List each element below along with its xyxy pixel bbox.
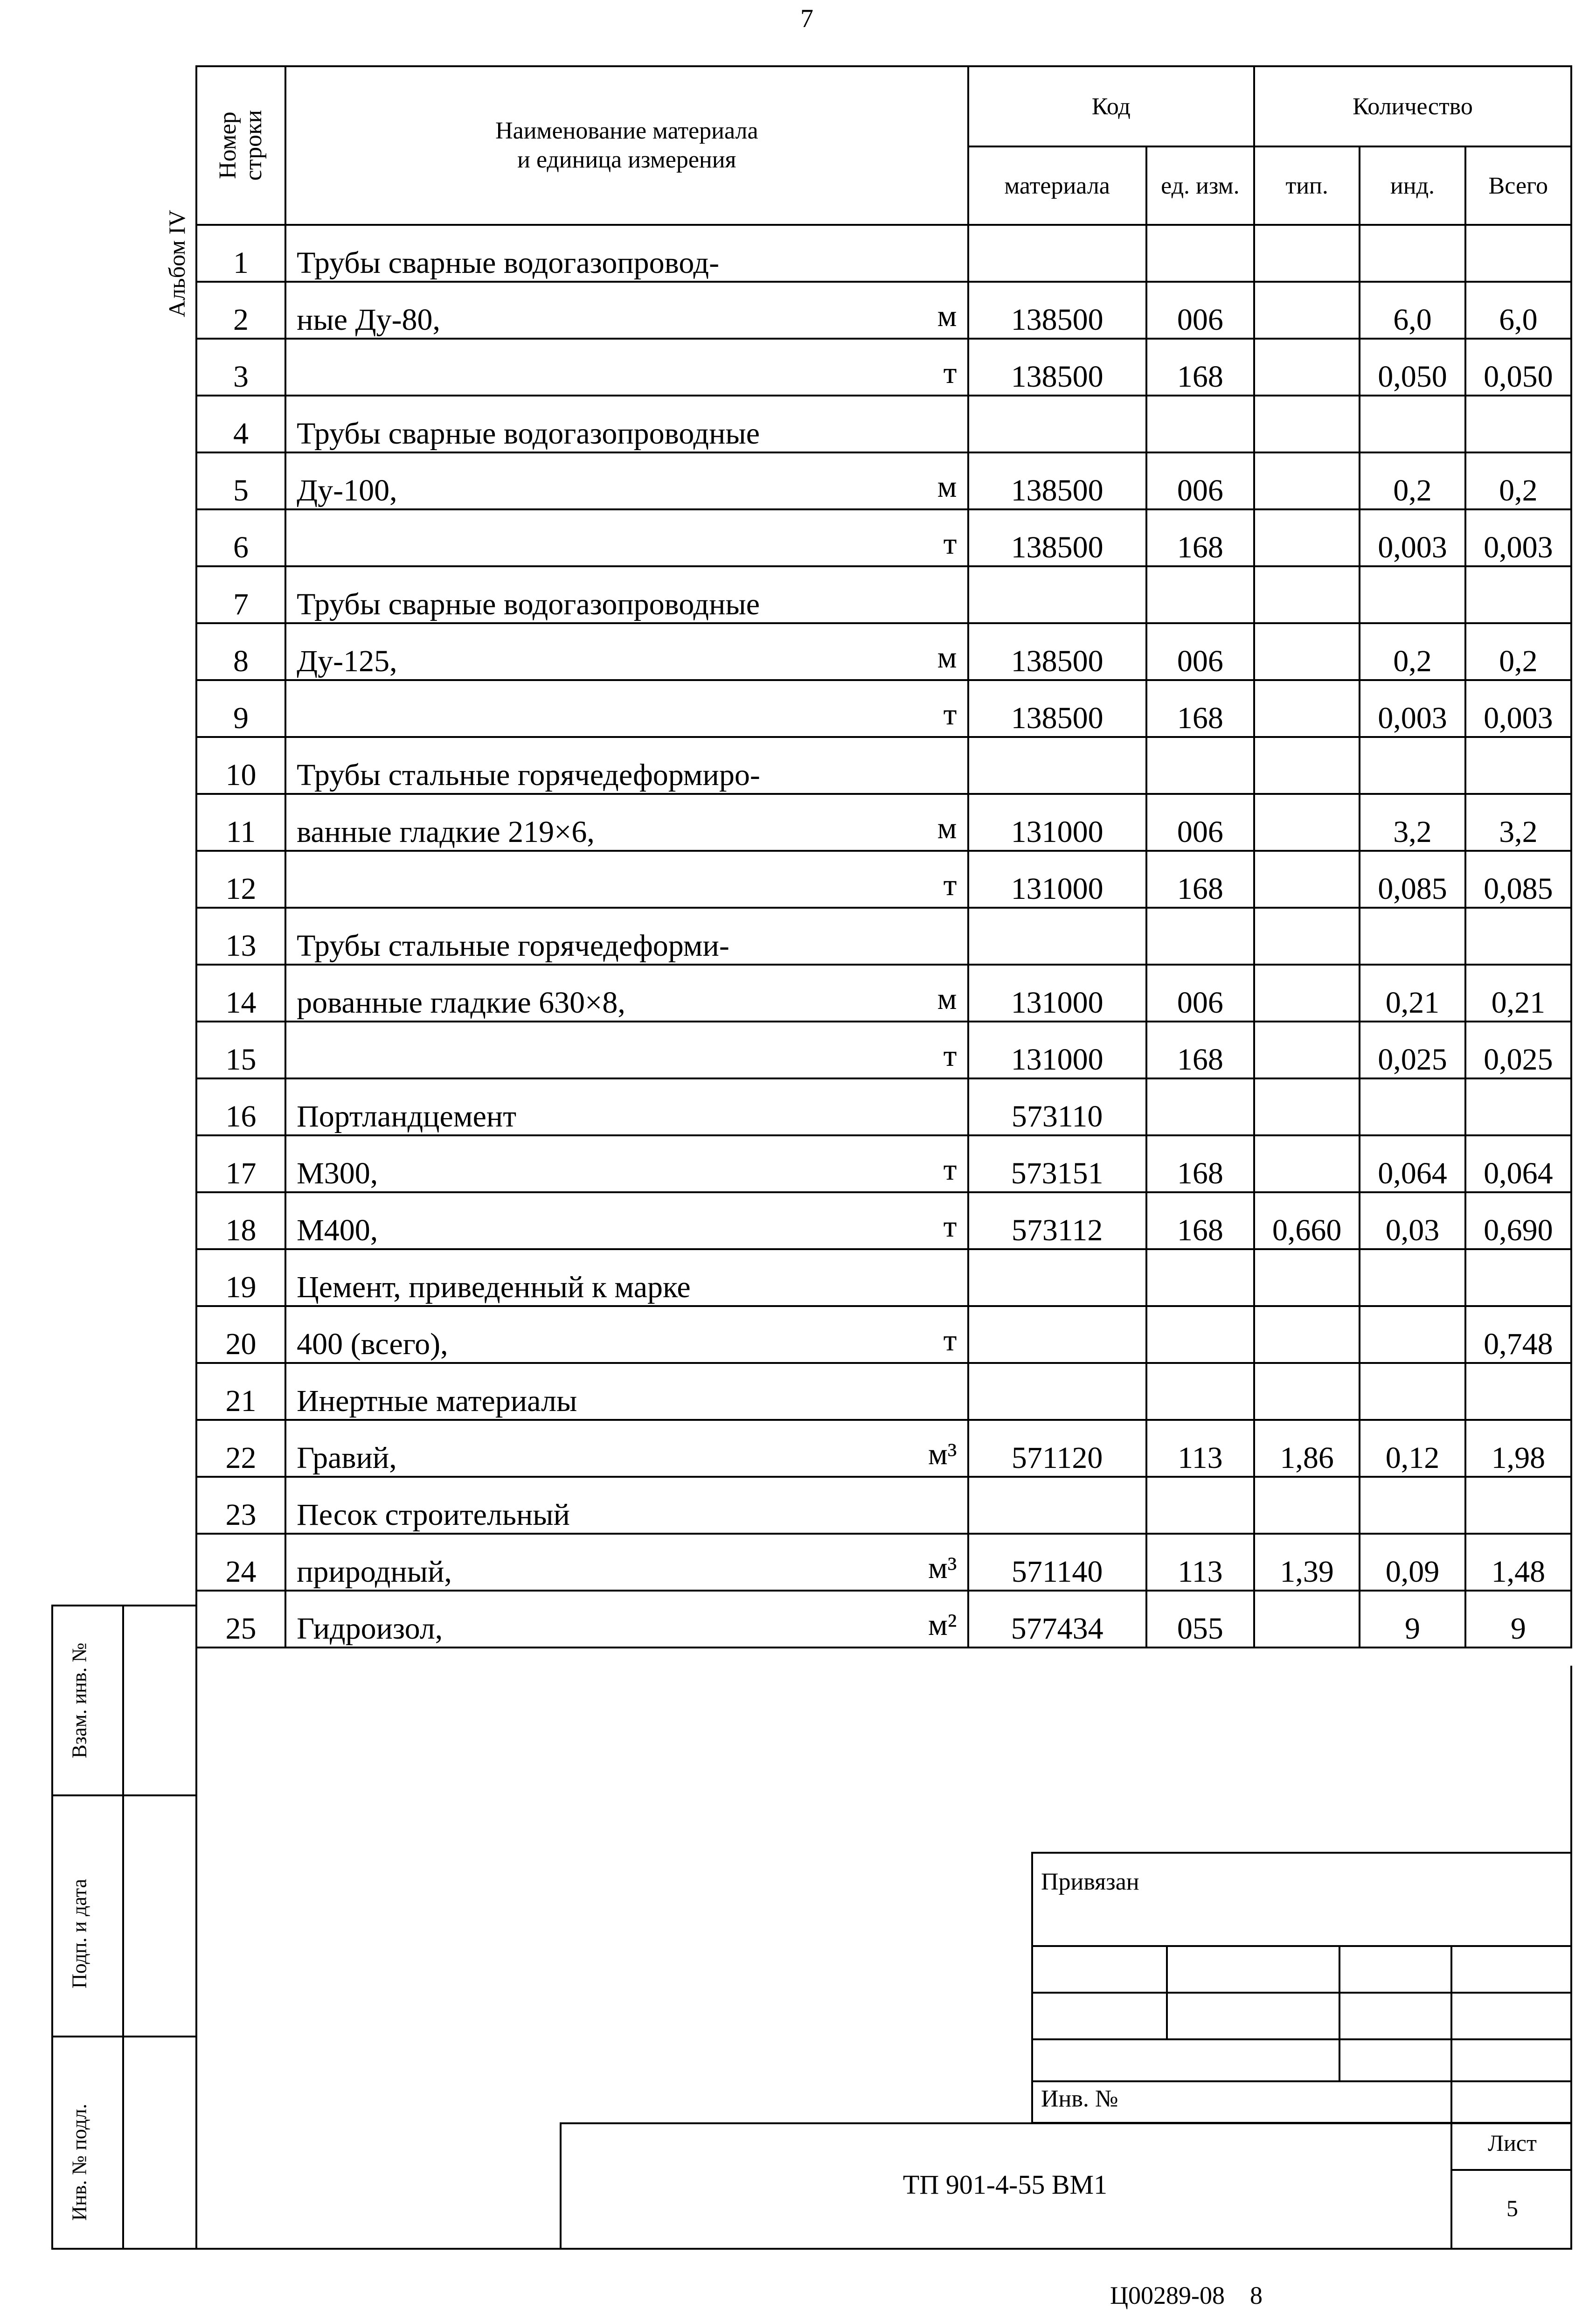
table-row	[196, 1534, 1571, 1591]
row-number: 21	[196, 1363, 285, 1420]
unit-code	[1146, 1477, 1254, 1534]
qty-total	[1465, 396, 1571, 452]
material-name	[285, 566, 968, 623]
header-qty-total: Всего	[1465, 146, 1571, 225]
unit-of-measure: м³	[928, 1437, 957, 1471]
unit-of-measure: т	[943, 1323, 957, 1357]
table-row	[196, 396, 1571, 452]
qty-total: 0,050	[1465, 339, 1571, 396]
material-name	[285, 1534, 968, 1591]
unit-code: 055	[1146, 1591, 1254, 1648]
material-code: 138500	[968, 680, 1146, 737]
material-code: 131000	[968, 794, 1146, 851]
material-name-text: ные Ду-80,	[297, 303, 441, 337]
unit-code	[1146, 1306, 1254, 1363]
material-name	[285, 1477, 968, 1534]
qty-total	[1465, 908, 1571, 965]
qty-total: 3,2	[1465, 794, 1571, 851]
unit-of-measure: м	[937, 982, 957, 1016]
table-row	[196, 908, 1571, 965]
row-number: 13	[196, 908, 285, 965]
material-code	[968, 1306, 1146, 1363]
qty-ind: 6,0	[1360, 282, 1465, 339]
material-name-text: Трубы сварные водогазопроводные	[297, 587, 760, 621]
material-name-text: Ду-100,	[297, 473, 397, 507]
unit-code	[1146, 396, 1254, 452]
material-name	[285, 452, 968, 509]
row-number: 25	[196, 1591, 285, 1648]
unit-of-measure: м	[937, 811, 957, 845]
unit-code	[1146, 908, 1254, 965]
qty-total: 0,003	[1465, 509, 1571, 566]
row-number: 16	[196, 1078, 285, 1135]
material-code	[968, 1363, 1146, 1420]
material-code: 573110	[968, 1078, 1146, 1135]
inv-no-label: Инв. №	[1041, 2086, 1118, 2112]
unit-of-measure: т	[943, 1210, 957, 1244]
table-row	[196, 282, 1571, 339]
unit-of-measure: т	[943, 1039, 957, 1073]
row-number: 6	[196, 509, 285, 566]
row-number: 22	[196, 1420, 285, 1477]
material-name-text: Трубы стальные горячедеформиро-	[297, 758, 760, 792]
qty-typ: 0,660	[1254, 1192, 1360, 1249]
unit-code: 168	[1146, 509, 1254, 566]
material-name	[285, 1363, 968, 1420]
unit-of-measure: т	[943, 527, 957, 561]
table-row	[196, 1078, 1571, 1135]
qty-typ	[1254, 339, 1360, 396]
row-number: 19	[196, 1249, 285, 1306]
qty-typ	[1254, 452, 1360, 509]
qty-ind	[1360, 1078, 1465, 1135]
material-name-text: М400,	[297, 1213, 378, 1247]
table-row	[196, 225, 1571, 282]
material-code	[968, 908, 1146, 965]
table-row	[196, 339, 1571, 396]
qty-typ	[1254, 225, 1360, 282]
podp-data-label: Подп. и дата	[68, 1878, 91, 1989]
material-code	[968, 225, 1146, 282]
material-name	[285, 1022, 968, 1078]
material-name	[285, 851, 968, 908]
qty-typ	[1254, 509, 1360, 566]
unit-code: 168	[1146, 680, 1254, 737]
material-name	[285, 965, 968, 1022]
table-row	[196, 623, 1571, 680]
unit-of-measure: м	[937, 470, 957, 504]
qty-typ	[1254, 965, 1360, 1022]
qty-total: 0,21	[1465, 965, 1571, 1022]
material-name-text: рованные гладкие 630×8,	[297, 986, 625, 1020]
qty-typ	[1254, 851, 1360, 908]
qty-typ	[1254, 908, 1360, 965]
unit-code: 168	[1146, 1135, 1254, 1192]
qty-ind	[1360, 566, 1465, 623]
unit-code: 168	[1146, 339, 1254, 396]
qty-ind	[1360, 737, 1465, 794]
material-name	[285, 1135, 968, 1192]
qty-ind: 0,2	[1360, 623, 1465, 680]
row-number: 10	[196, 737, 285, 794]
material-code	[968, 1249, 1146, 1306]
qty-ind: 0,064	[1360, 1135, 1465, 1192]
header-code-material: материала	[968, 146, 1146, 225]
unit-code	[1146, 737, 1254, 794]
material-code: 571140	[968, 1534, 1146, 1591]
qty-ind: 0,09	[1360, 1534, 1465, 1591]
material-name-text: ванные гладкие 219×6,	[297, 815, 595, 849]
material-name	[285, 1420, 968, 1477]
row-number: 1	[196, 225, 285, 282]
header-qty-group: Количество	[1254, 66, 1571, 146]
unit-code: 006	[1146, 623, 1254, 680]
qty-ind	[1360, 1477, 1465, 1534]
qty-ind: 0,003	[1360, 680, 1465, 737]
inv-podl-label: Инв. № подл.	[68, 2104, 91, 2221]
row-number: 11	[196, 794, 285, 851]
row-number: 2	[196, 282, 285, 339]
unit-code: 113	[1146, 1420, 1254, 1477]
qty-total: 0,085	[1465, 851, 1571, 908]
material-name-text: природный,	[297, 1555, 452, 1589]
material-name	[285, 1306, 968, 1363]
material-name-text: М300,	[297, 1156, 378, 1190]
qty-total: 0,064	[1465, 1135, 1571, 1192]
unit-code	[1146, 1249, 1254, 1306]
material-name-text: Портландцемент	[297, 1099, 517, 1133]
qty-typ	[1254, 566, 1360, 623]
unit-code: 006	[1146, 282, 1254, 339]
unit-of-measure: т	[943, 1153, 957, 1187]
material-name	[285, 396, 968, 452]
qty-typ	[1254, 623, 1360, 680]
material-code: 573112	[968, 1192, 1146, 1249]
material-name	[285, 623, 968, 680]
material-code: 577434	[968, 1591, 1146, 1648]
material-name	[285, 509, 968, 566]
material-code: 571120	[968, 1420, 1146, 1477]
qty-total: 1,48	[1465, 1534, 1571, 1591]
table-row	[196, 1249, 1571, 1306]
table-row	[196, 680, 1571, 737]
qty-typ	[1254, 1022, 1360, 1078]
qty-typ	[1254, 737, 1360, 794]
material-code	[968, 1477, 1146, 1534]
qty-total: 1,98	[1465, 1420, 1571, 1477]
row-number: 17	[196, 1135, 285, 1192]
qty-ind: 0,025	[1360, 1022, 1465, 1078]
qty-total	[1465, 1363, 1571, 1420]
unit-code: 168	[1146, 1022, 1254, 1078]
qty-total	[1465, 225, 1571, 282]
table-row	[196, 1192, 1571, 1249]
unit-code: 006	[1146, 794, 1254, 851]
material-name	[285, 1591, 968, 1648]
footer-code: Ц00289-08 8	[1110, 2281, 1263, 2309]
qty-ind: 0,003	[1360, 509, 1465, 566]
header-qty-typ: тип.	[1254, 146, 1360, 225]
qty-total: 0,2	[1465, 623, 1571, 680]
table-row	[196, 1363, 1571, 1420]
unit-code: 168	[1146, 1192, 1254, 1249]
qty-total: 9	[1465, 1591, 1571, 1648]
qty-ind	[1360, 1363, 1465, 1420]
unit-code: 006	[1146, 452, 1254, 509]
material-name	[285, 737, 968, 794]
unit-code	[1146, 1078, 1254, 1135]
material-name-text: 400 (всего),	[297, 1327, 448, 1361]
qty-total	[1465, 1249, 1571, 1306]
material-name	[285, 1192, 968, 1249]
qty-ind	[1360, 225, 1465, 282]
row-number: 24	[196, 1534, 285, 1591]
qty-total: 6,0	[1465, 282, 1571, 339]
qty-total: 0,025	[1465, 1022, 1571, 1078]
material-name	[285, 339, 968, 396]
row-number: 5	[196, 452, 285, 509]
row-number: 20	[196, 1306, 285, 1363]
header-code-group: Код	[968, 66, 1255, 146]
row-number: 8	[196, 623, 285, 680]
qty-total: 0,748	[1465, 1306, 1571, 1363]
unit-code	[1146, 1363, 1254, 1420]
materials-table	[195, 65, 1572, 1648]
row-number: 4	[196, 396, 285, 452]
row-number: 3	[196, 339, 285, 396]
row-number: 7	[196, 566, 285, 623]
material-name	[285, 794, 968, 851]
sheet-number: 5	[1506, 2195, 1518, 2221]
unit-code: 006	[1146, 965, 1254, 1022]
unit-code	[1146, 566, 1254, 623]
unit-of-measure: м³	[928, 1551, 957, 1585]
material-name	[285, 1249, 968, 1306]
table-row	[196, 509, 1571, 566]
material-code	[968, 737, 1146, 794]
unit-of-measure: м	[937, 299, 957, 333]
album-label: Альбом IV	[164, 209, 190, 318]
unit-of-measure: т	[943, 356, 957, 390]
material-name	[285, 680, 968, 737]
table-row	[196, 851, 1571, 908]
qty-typ	[1254, 396, 1360, 452]
table-row	[196, 965, 1571, 1022]
qty-ind: 9	[1360, 1591, 1465, 1648]
unit-code: 113	[1146, 1534, 1254, 1591]
material-name-text: Ду-125,	[297, 644, 397, 678]
header-name: Наименование материала и единица измерения	[285, 66, 968, 225]
qty-ind: 3,2	[1360, 794, 1465, 851]
doc-code: ТП 901-4-55 ВМ1	[902, 2169, 1108, 2200]
unit-of-measure: т	[943, 868, 957, 902]
material-code: 131000	[968, 1022, 1146, 1078]
qty-ind: 0,085	[1360, 851, 1465, 908]
qty-ind	[1360, 908, 1465, 965]
header-qty-ind: инд.	[1360, 146, 1465, 225]
unit-of-measure: т	[943, 697, 957, 731]
row-number: 18	[196, 1192, 285, 1249]
qty-typ: 1,39	[1254, 1534, 1360, 1591]
qty-total	[1465, 1477, 1571, 1534]
qty-typ	[1254, 282, 1360, 339]
qty-total	[1465, 566, 1571, 623]
qty-typ: 1,86	[1254, 1420, 1360, 1477]
qty-ind	[1360, 1249, 1465, 1306]
material-name-text: Гидроизол,	[297, 1612, 443, 1646]
qty-ind: 0,050	[1360, 339, 1465, 396]
qty-total	[1465, 737, 1571, 794]
material-name-text: Трубы стальные горячедеформи-	[297, 929, 729, 963]
material-code	[968, 566, 1146, 623]
qty-ind	[1360, 396, 1465, 452]
material-name-text: Гравий,	[297, 1441, 397, 1475]
qty-ind: 0,12	[1360, 1420, 1465, 1477]
material-name-text: Цемент, приведенный к марке	[297, 1270, 691, 1304]
material-name	[285, 282, 968, 339]
sheet-label: Лист	[1488, 2130, 1537, 2156]
material-name	[285, 1078, 968, 1135]
material-code: 131000	[968, 965, 1146, 1022]
material-code: 138500	[968, 452, 1146, 509]
row-number: 15	[196, 1022, 285, 1078]
qty-typ	[1254, 1591, 1360, 1648]
material-name-text: Трубы сварные водогазопровод-	[297, 246, 720, 280]
qty-ind: 0,03	[1360, 1192, 1465, 1249]
qty-ind	[1360, 1306, 1465, 1363]
header-row-number: Номер строки	[196, 66, 285, 225]
qty-total: 0,003	[1465, 680, 1571, 737]
material-name	[285, 908, 968, 965]
row-number: 9	[196, 680, 285, 737]
qty-typ	[1254, 680, 1360, 737]
table-row	[196, 1420, 1571, 1477]
qty-typ	[1254, 1135, 1360, 1192]
material-name-text: Трубы сварные водогазопроводные	[297, 417, 760, 451]
qty-total: 0,690	[1465, 1192, 1571, 1249]
qty-ind: 0,2	[1360, 452, 1465, 509]
material-code	[968, 396, 1146, 452]
qty-typ	[1254, 1249, 1360, 1306]
table-row	[196, 1135, 1571, 1192]
unit-of-measure: м	[937, 640, 957, 674]
header-code-unit: ед. изм.	[1146, 146, 1254, 225]
unit-of-measure: м²	[928, 1608, 957, 1642]
table-row	[196, 794, 1571, 851]
qty-total: 0,2	[1465, 452, 1571, 509]
table-row	[196, 566, 1571, 623]
qty-typ	[1254, 1477, 1360, 1534]
qty-typ	[1254, 794, 1360, 851]
vzam-inv-label: Взам. инв. №	[68, 1642, 91, 1759]
qty-total	[1465, 1078, 1571, 1135]
material-name	[285, 225, 968, 282]
material-name-text: Инертные материалы	[297, 1384, 577, 1418]
qty-typ	[1254, 1306, 1360, 1363]
material-name-text: Песок строительный	[297, 1498, 570, 1532]
table-row	[196, 1022, 1571, 1078]
qty-ind: 0,21	[1360, 965, 1465, 1022]
table-row	[196, 1477, 1571, 1534]
material-code: 573151	[968, 1135, 1146, 1192]
page-number: 7	[800, 4, 813, 33]
row-number: 14	[196, 965, 285, 1022]
table-row	[196, 452, 1571, 509]
qty-typ	[1254, 1363, 1360, 1420]
unit-code	[1146, 225, 1254, 282]
row-number: 12	[196, 851, 285, 908]
material-code: 131000	[968, 851, 1146, 908]
privyazan-label: Привязан	[1041, 1869, 1139, 1895]
row-number: 23	[196, 1477, 285, 1534]
material-code: 138500	[968, 339, 1146, 396]
qty-typ	[1254, 1078, 1360, 1135]
unit-code: 168	[1146, 851, 1254, 908]
material-code: 138500	[968, 282, 1146, 339]
table-row	[196, 737, 1571, 794]
table-row	[196, 1306, 1571, 1363]
material-code: 138500	[968, 623, 1146, 680]
material-code: 138500	[968, 509, 1146, 566]
table-row	[196, 1591, 1571, 1648]
